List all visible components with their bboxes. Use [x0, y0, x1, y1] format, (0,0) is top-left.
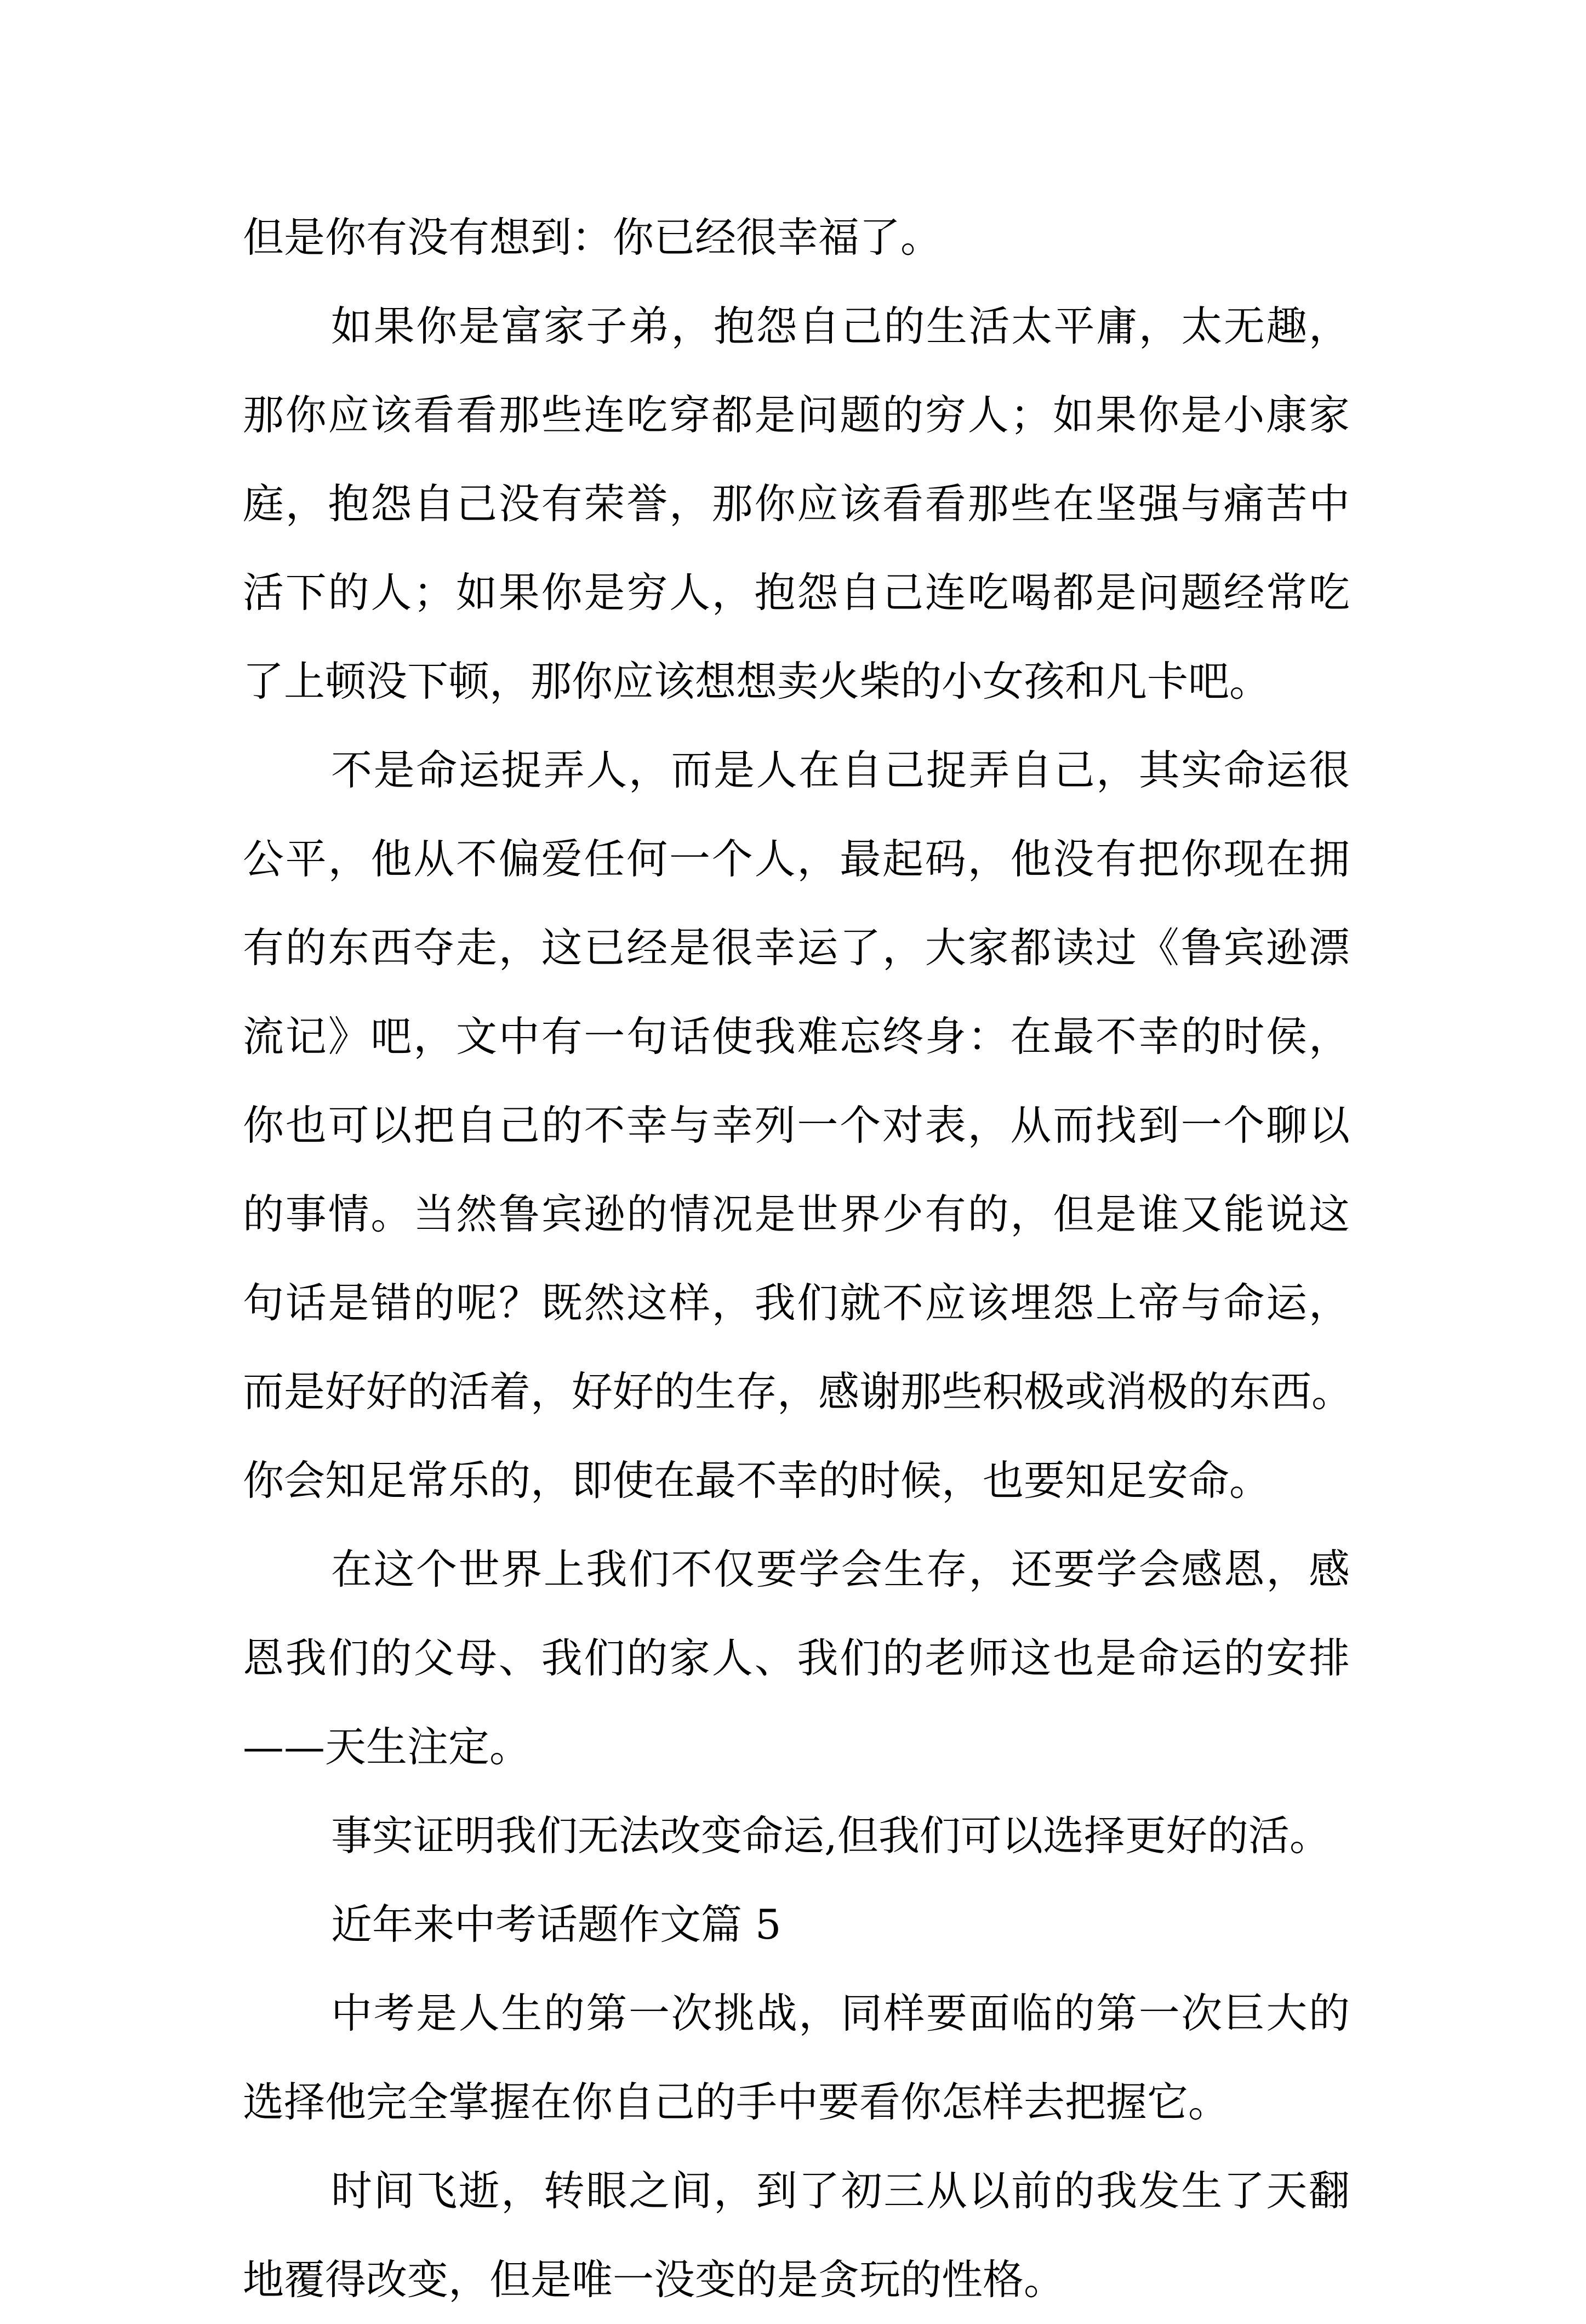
text-line: 的事情。当然鲁宾逊的情况是世界少有的，但是谁又能说这: [243, 1190, 1350, 1238]
text-line: 句话是错的呢？既然这样，我们就不应该埋怨上帝与命运，: [243, 1279, 1350, 1327]
text-line: 如果你是富家子弟，抱怨自己的生活太平庸，太无趣，: [331, 302, 1350, 350]
text-line: 了上顿没下顿，那你应该想想卖火柴的小女孩和凡卡吧。: [243, 657, 1271, 705]
text-line: 而是好好的活着，好好的生存，感谢那些积极或消极的东西。: [243, 1368, 1353, 1416]
text-line: 时间飞逝，转眼之间，到了初三从以前的我发生了天翻: [331, 2167, 1350, 2215]
document-body: [243, 193, 1353, 2324]
text-line: 不是命运捉弄人，而是人在自己捉弄自己，其实命运很: [331, 746, 1350, 794]
text-line: 流记》吧，文中有一句话使我难忘终身：在最不幸的时侯，: [243, 1012, 1350, 1061]
text-line: 你也可以把自己的不幸与幸列一个对表，从而找到一个聊以: [243, 1101, 1350, 1149]
text-line: 在这个世界上我们不仅要学会生存，还要学会感恩，感: [331, 1545, 1350, 1593]
text-line: 那你应该看看那些连吃穿都是问题的穷人；如果你是小康家: [243, 391, 1350, 439]
text-line: 事实证明我们无法改变命运,但我们可以选择更好的活。: [331, 1812, 1331, 1860]
section-heading: 近年来中考话题作文篇 5: [331, 1900, 781, 1949]
text-line: ——天生注定。: [243, 1723, 531, 1771]
text-line: 庭，抱怨自己没有荣誉，那你应该看看那些在坚强与痛苦中: [243, 480, 1350, 528]
text-line: 有的东西夺走，这已经是很幸运了，大家都读过《鲁宾逊漂: [243, 924, 1350, 972]
text-line: 选择他完全掌握在你自己的手中要看你怎样去把握它。: [243, 2078, 1230, 2126]
text-line: 地覆得改变，但是唯一没变的是贪玩的性格。: [243, 2255, 1065, 2304]
text-line: 恩我们的父母、我们的家人、我们的老师这也是命运的安排: [243, 1634, 1350, 1682]
text-line: 但是你有没有想到：你已经很幸福了。: [243, 213, 942, 261]
text-line: 公平，他从不偏爱任何一个人，最起码，他没有把你现在拥: [243, 835, 1350, 883]
text-line: 你会知足常乐的，即使在最不幸的时候，也要知足安命。: [243, 1456, 1271, 1505]
text-line: 活下的人；如果你是穷人，抱怨自己连吃喝都是问题经常吃: [243, 568, 1350, 617]
text-line: 中考是人生的第一次挑战，同样要面临的第一次巨大的: [331, 1989, 1350, 2037]
